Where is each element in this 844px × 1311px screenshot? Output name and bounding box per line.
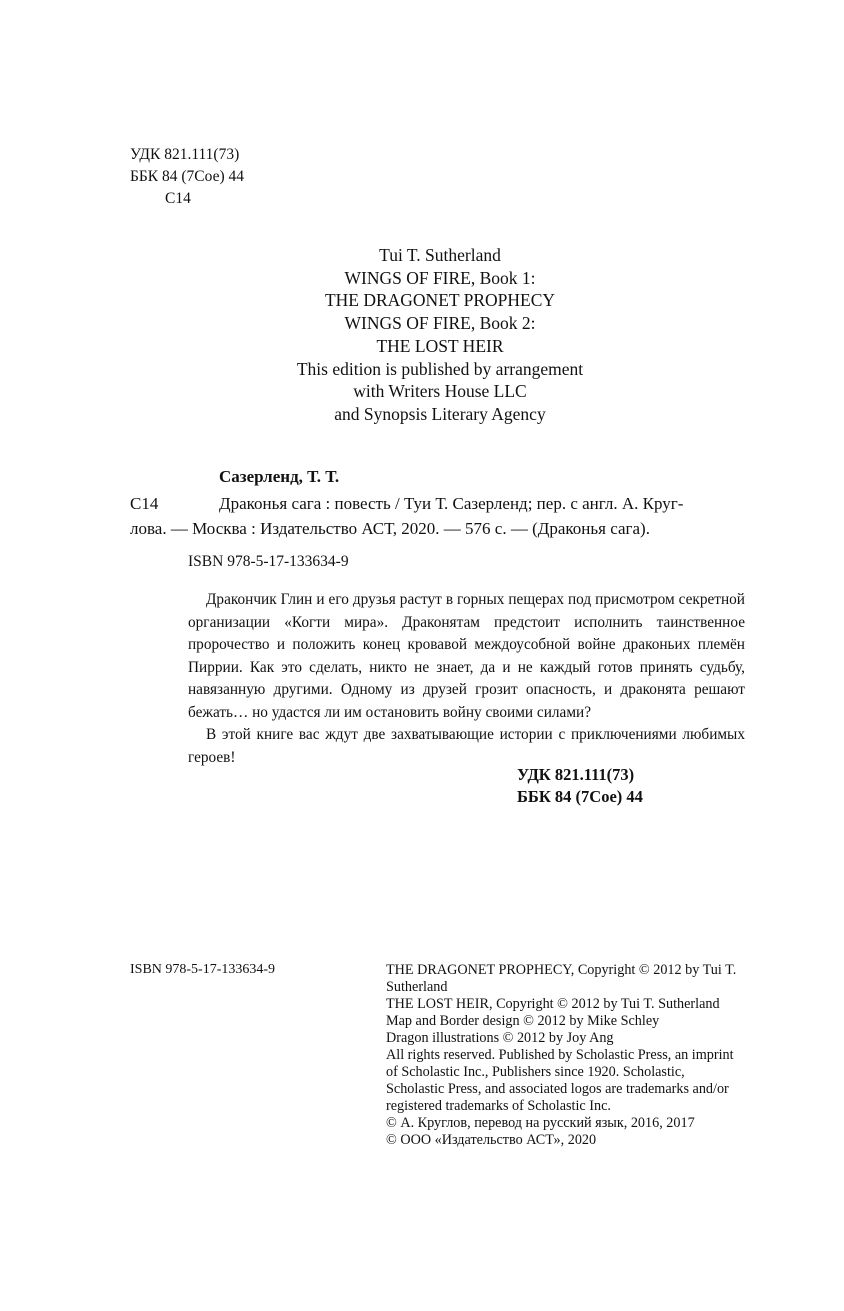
footer-isbn: ISBN 978-5-17-133634-9 — [130, 962, 276, 977]
rights-line: This edition is published by arrangement — [296, 358, 584, 379]
rights-line: Tui T. Sutherland — [379, 245, 501, 265]
copyright-line: THE DRAGONET PROPHECY, Copyright © 2012 by Tui T. Sutherland — [386, 962, 737, 995]
copyright-line: © А. Круглов, перевод на русский язык, 2016, 2017 — [386, 1115, 695, 1131]
rights-line: WINGS OF FIRE, Book 1: — [344, 267, 536, 288]
rights-line: with Writers House LLC — [353, 381, 527, 402]
rights-line: and Synopsis Literary Agency — [334, 403, 546, 424]
udk-code: УДК 821.111(73) — [130, 146, 240, 163]
bibliographic-code: С14 — [130, 494, 159, 513]
rights-line: THE DRAGONET PROPHECY — [324, 290, 556, 311]
isbn: ISBN 978-5-17-133634-9 — [188, 553, 349, 570]
bbk-code: ББК 84 (7Сое) 44 — [130, 168, 244, 185]
bibliographic-line: Драконья сага : повесть / Туи Т. Сазерленд; пер. с англ. А. Круг- — [219, 494, 684, 513]
copyright-line: Dragon illustrations © 2012 by Joy Ang — [386, 1030, 614, 1046]
copyright-line: © ООО «Издательство АСТ», 2020 — [386, 1132, 597, 1148]
rights-block — [230, 244, 650, 426]
copyright-block — [386, 962, 746, 1149]
bibliographic-line: лова. — Москва : Издательство АСТ, 2020. — 576 с. — (Драконья сага). — [130, 519, 650, 538]
classification-block — [130, 144, 244, 210]
annotation-paragraph: Дракончик Глин и его друзья растут в горных пещерах под присмотром секретной организации «Когти мира». Драконятам предстоит исполнить таинственное пророчество и положить конец кровавой междоусобной войне драконьих племён Пиррии. Как это сделать, никто не знает, да и не каждый готов принять судьбу, навязанную другими. Одному из друзей грозит опасность, и драконята решают бежать… но удастся ли им остановить войну своими силами? — [188, 591, 745, 721]
udk-code: УДК 821.111(73) — [517, 765, 635, 784]
classification-codes-right — [517, 764, 643, 808]
copyright-line: THE LOST HEIR, Copyright © 2012 by Tui T. Sutherland — [386, 996, 720, 1012]
bbk-code: ББК 84 (7Сое) 44 — [517, 787, 643, 806]
rights-line: WINGS OF FIRE, Book 2: — [344, 313, 536, 334]
annotation — [188, 589, 745, 769]
annotation-paragraph: В этой книге вас ждут две захватывающие истории с приключениями любимых героев! — [188, 726, 745, 766]
bibliographic-heading: Сазерленд, Т. Т. — [219, 467, 340, 486]
copyright-line: Map and Border design © 2012 by Mike Schley — [386, 1013, 660, 1029]
copyright-line: All rights reserved. Published by Scholastic Press, an imprint of Scholastic Inc., Publishers since 1920. Scholastic, Scholastic Press, and associated logos are trademarks and/or registered trademarks of Scholastic Inc. — [386, 1047, 734, 1114]
rights-line: THE LOST HEIR — [376, 335, 504, 356]
author-mark: С14 — [165, 190, 191, 207]
